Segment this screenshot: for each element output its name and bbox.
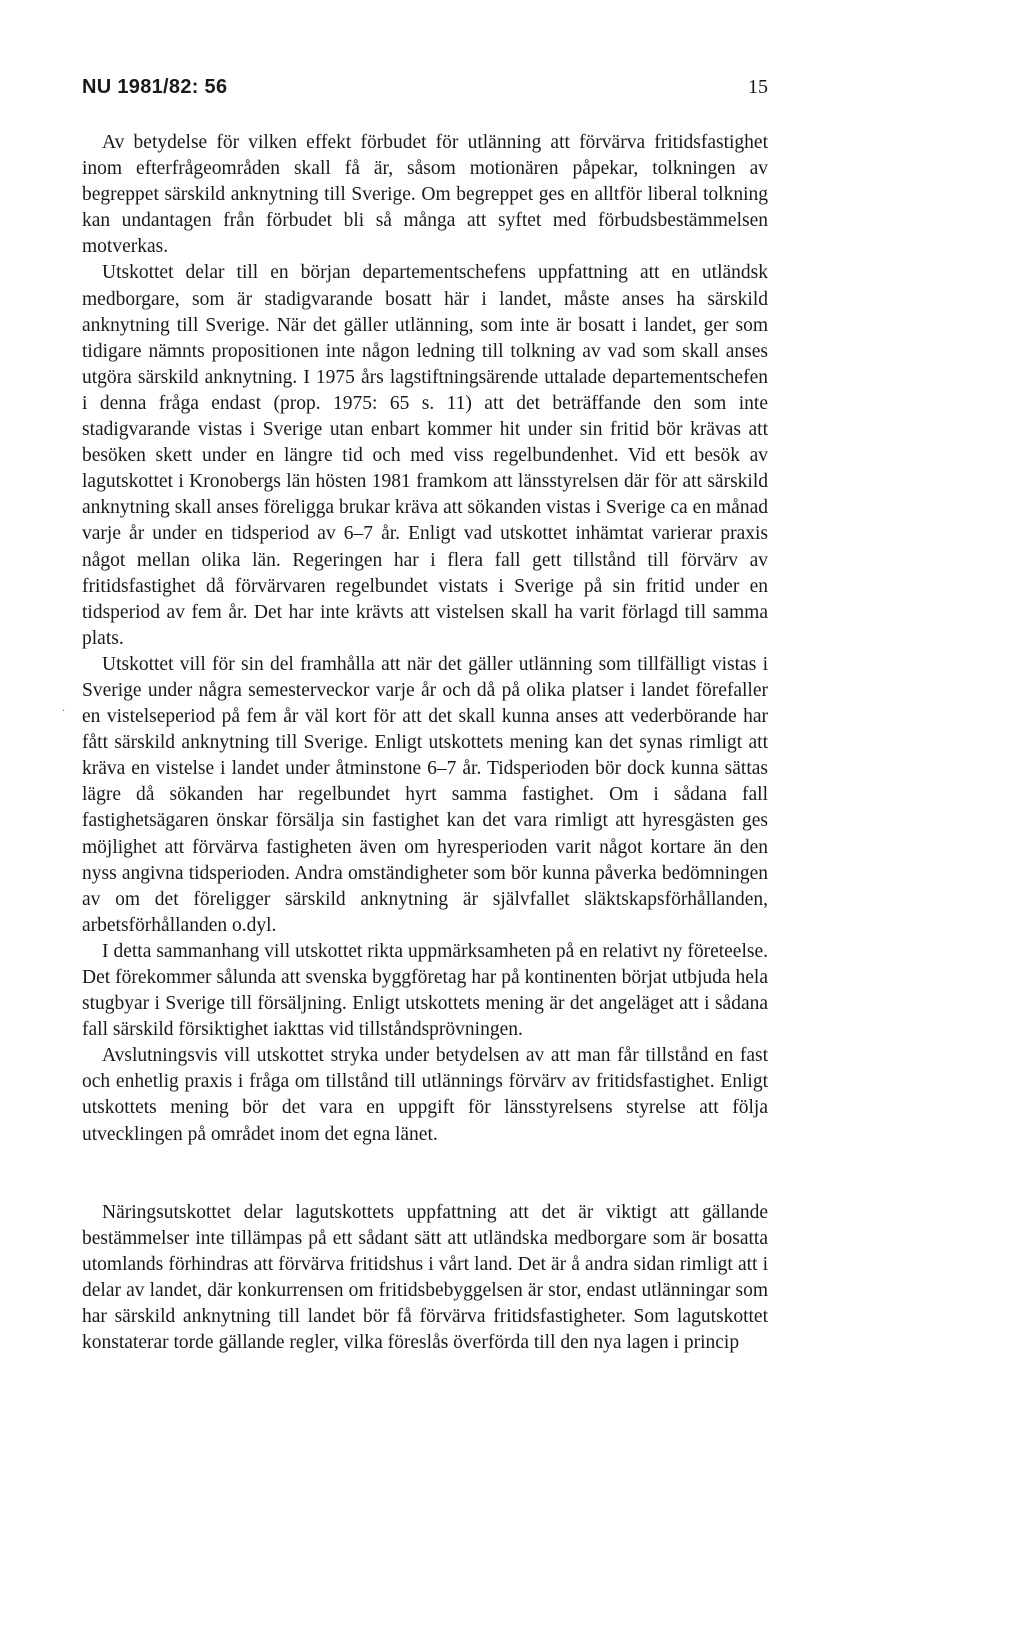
paragraph-industry-committee: Näringsutskottet delar lagutskottets uppfattning att det är viktigt att gällande bestämmelser inte tillämpas på ett sådant sätt att utländska medborgare som är bosatta utomlands förhindras att förvärva fritidshus i vårt land. Det är å andra sidan rimligt att i delar av landet, där konkurrensen om fritidsbebyggelsen är stor, endast utlänningar som har särskild anknytning till landet bör få förvärva fritidsfastigheter. Som lagutskottet konstaterar torde gällande regler, vilka föreslås överförda till den nya lagen i princip	[82, 1201, 768, 1354]
paragraph-committee-view: Utskottet delar till en början departementschefens uppfattning att en utländsk medborgare, som är stadigvarande bosatt här i landet, måste anses ha särskild anknytning till Sverige. När det gäller utlänning, som inte är bosatt i landet, ger som tidigare nämnts propositionen inte någon ledning till tolkning av vad som skall anses utgöra särskild anknytning. I 1975 års lagstiftningsärende uttalade departementschefen i denna fråga endast (prop. 1975: 65 s. 11) att det beträffande den som inte stadigvarande vistas i Sverige utan enbart kommer hit under sin fritid bör krävas att besöken skett under en längre tid och med viss regelbundenhet. Vid ett besök av lagutskottet i Kronobergs län hösten 1981 framkom att länsstyrelsen där för att särskild anknytning skall anses föreligga brukar kräva att sökanden vistas i Sverige ca en månad varje år under en tidsperiod av 6–7 år. Enligt vad utskottet inhämtat varierar praxis något mellan olika län. Regeringen har i flera fall gett tillstånd till förvärv av fritidsfastighet då förvärvaren regelbundet vistats i Sverige på sin fritid under en tidsperiod av fem år. Det har inte krävts att vistelsen skall ha varit förlagd till samma plats.	[82, 262, 768, 649]
document-reference: NU 1981/82: 56	[82, 76, 228, 98]
section-divider	[82, 1148, 768, 1200]
paragraph-holiday-villages: I detta sammanhang vill utskottet rikta uppmärksamheten på en relativt ny företeelse. Det förekommer sålunda att svenska byggföretag har på kontinenten börjat utbjuda hela stugbyar i Sverige till försäljning. Enligt utskottets mening är det angeläget att i sådana fall särskild försiktighet iakttas vid tillståndsprövningen.	[82, 940, 768, 1041]
scan-speck: .	[62, 700, 65, 714]
page-header	[82, 76, 768, 102]
document-body	[82, 130, 768, 1356]
paragraph-conclusion: Avslutningsvis vill utskottet stryka under betydelsen av att man får tillstånd en fast och enhetlig praxis i fråga om tillstånd till utlännings förvärv av fritidsfastighet. Enligt utskottets mening bör det vara en uppgift för länsstyrelsens styrelse att följa utvecklingen på området inom det egna länet.	[82, 1045, 768, 1145]
paragraph-residence-period: Utskottet vill för sin del framhålla att när det gäller utlänning som tillfälligt vistas i Sverige under några semesterveckor varje år och då på olika platser i landet förefaller en vistelseperiod på fem år väl kort för att det skall kunna anses att vederbörande har fått särskild anknytning till Sverige. Enligt utskottets mening kan det synas rimligt att kräva en vistelse i landet under åtminstone 6–7 år. Tidsperioden bör dock kunna sättas lägre då sökanden har regelbundet hyrt samma fastighet. Om i sådana fall fastighetsägaren önskar försälja sin fastighet kan det vara rimligt att hyresgästen ges möjlighet att förvärva fastigheten även om hyresperioden varit något kortare än den nyss angivna tidsperioden. Andra omständigheter som bör kunna påverka bedömningen av om det föreligger särskild anknytning är självfallet släktskapsförhållanden, arbetsförhållanden o.dyl.	[82, 653, 768, 936]
page-number: 15	[748, 76, 768, 98]
paragraph-effect-of-ban: Av betydelse för vilken effekt förbudet för utlänning att förvärva fritidsfastighet inom efterfrågeområden skall få är, såsom motionären påpekar, tolkningen av begreppet särskild anknytning till Sverige. Om begreppet ges en alltför liberal tolkning kan undantagen från förbudet bli så många att syftet med förbudsbestämmelsen motverkas.	[82, 132, 768, 258]
